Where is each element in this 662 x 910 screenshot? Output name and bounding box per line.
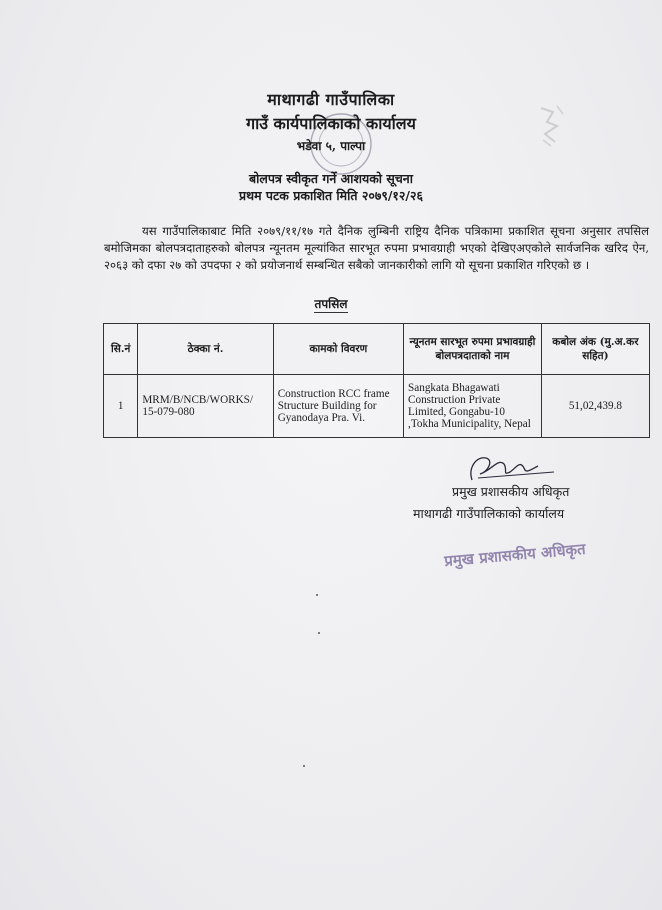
notice-paragraph: यस गाउँपालिकाबाट मिति २०७९/११/१७ गते दैनिक लुम्बिनी राष्ट्रिय दैनिक पत्रिकामा प्रकाशित सूचना अनुसार तपसिल बमोजिमका बोलपत्रदाताहरुको बोलपत्र न्यूनतम मूल्यांकित सारभूत रुपमा प्रभावग्राही भएको देखिएअएकोले सार्वजनिक खरिद ऐन, २०६३ को दफा २७ को उपदफा २ को प्रयोजनार्थ सम्बन्धित सबैको जानकारीको लागि यो सूचना प्रकाशित गरिएको छ । (104, 224, 649, 272)
header-contract-no: ठेक्का नं. (138, 324, 273, 375)
table-heading (0, 295, 662, 312)
cell-sn: 1 (104, 375, 138, 438)
signatory-office: माथागढी गाउँपालिकाको कार्यालय (413, 506, 565, 521)
office-type: गाउँ कार्यपालिकाको कार्यालय (246, 114, 416, 133)
cell-description: Construction RCC frame Structure Building for Gyanodaya Pra. Vi. (273, 375, 403, 438)
signatory-title: प्रमुख प्रशासकीय अधिकृत (452, 484, 570, 499)
header-bidder: न्यूनतम सारभूत रुपमा प्रभावग्राही बोलपत्रदाताको नाम (404, 324, 542, 375)
paper-speck (316, 594, 318, 596)
cell-amount: 51,02,439.8 (541, 375, 649, 438)
office-address: भडेवा ५, पाल्पा (296, 139, 366, 153)
header-description: कामको विवरण (273, 324, 403, 375)
table-row (104, 375, 650, 438)
publish-date: प्रथम पटक प्रकाशित मिति २०७९/१२/२६ (238, 188, 423, 203)
header-sn: सि.नं (104, 324, 138, 375)
paper-speck (303, 765, 305, 767)
notice-title: बोलपत्र स्वीकृत गर्ने आशयको सूचना (249, 171, 413, 186)
office-name: माथागढी गाउँपालिका (267, 90, 395, 109)
cell-contract-no: MRM/B/NCB/WORKS/ 15-079-080 (138, 375, 273, 438)
paper-speck (318, 632, 320, 634)
header-amount: कबोल अंक (मु.अ.कर सहित) (541, 324, 649, 375)
table-heading-label: तपसिल (314, 297, 348, 311)
table-header-row (104, 324, 650, 375)
designation-stamp: प्रमुख प्रशासकीय अधिकृत (443, 539, 587, 571)
bid-table (103, 323, 650, 438)
cell-bidder: Sangkata Bhagawati Construction Private Limited, Gongabu-10 ,Tokha Municipality, Nepal (404, 375, 542, 438)
